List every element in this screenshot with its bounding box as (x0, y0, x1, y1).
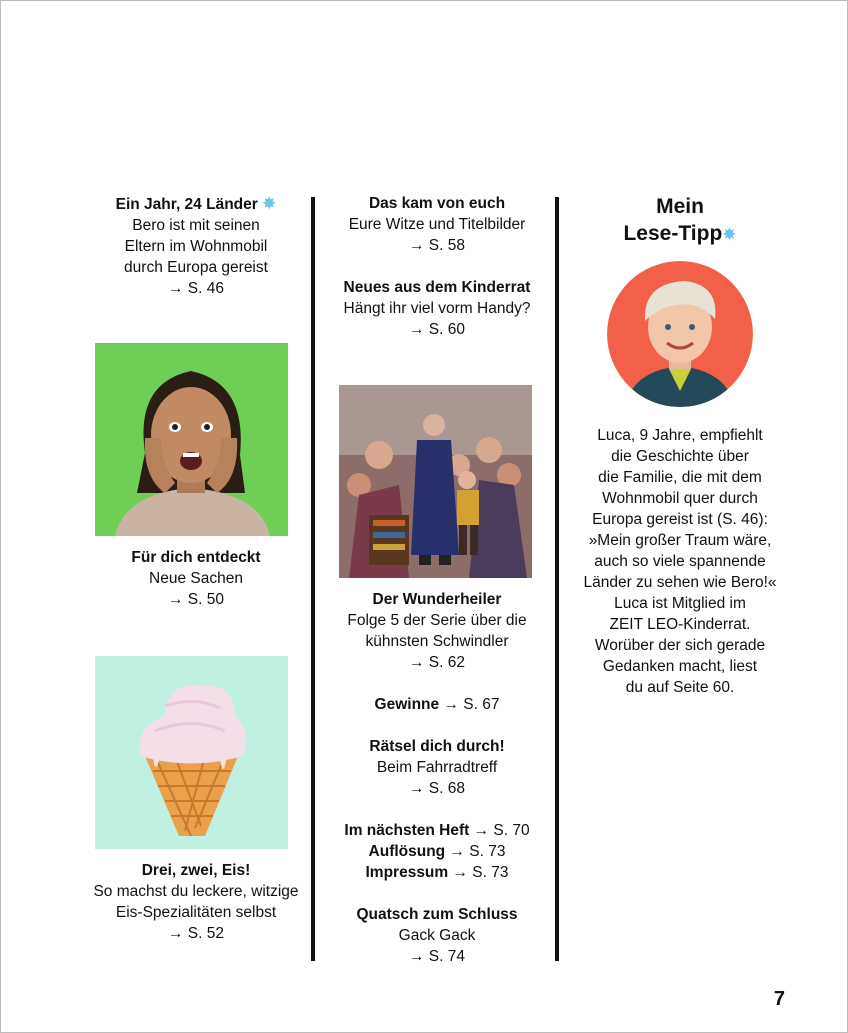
star-icon: ✸ (722, 225, 737, 244)
toc-column-1-lower (81, 547, 311, 610)
toc-entry-quatsch[interactable] (319, 904, 555, 967)
toc-entry-text: Folge 5 der Serie über die (347, 612, 527, 629)
toc-entry-text: Eis-Spezialitäten selbst (115, 904, 277, 921)
toc-entry-page: → S. 70 (473, 822, 530, 839)
toc-column-1-bottom (81, 860, 311, 944)
toc-entry-text: So machst du leckere, witzige (93, 883, 299, 900)
wunderheiler-painting (339, 385, 532, 578)
toc-entry-title: Gewinne (374, 696, 440, 713)
toc-entry-title: Ein Jahr, 24 Länder (115, 196, 258, 213)
column-divider-left (311, 197, 315, 961)
toc-entry-text: Gack Gack (398, 927, 476, 944)
toc-entry-text: Hängt ihr viel vorm Handy? (343, 300, 531, 317)
toc-entry-aufloesung[interactable] (319, 841, 555, 862)
toc-entry-title: Drei, zwei, Eis! (141, 862, 251, 879)
toc-entry-ein-jahr[interactable] (81, 193, 311, 299)
toc-entry-text: durch Europa gereist (124, 259, 268, 276)
toc-entry-text: Beim Fahrradtreff (376, 759, 498, 776)
luca-portrait (607, 261, 753, 407)
toc-entry-naechstes-heft[interactable] (319, 820, 555, 841)
toc-column-2-lower (319, 589, 555, 967)
ice-cream-photo (95, 656, 288, 849)
star-icon: ✸ (262, 194, 277, 213)
toc-entry-page: → S. 52 (168, 925, 224, 942)
toc-entry-gewinne[interactable] (319, 694, 555, 715)
toc-entry-page: → S. 50 (168, 591, 224, 608)
page-number: 7 (773, 988, 785, 1010)
toc-entry-title: Auflösung (368, 843, 446, 860)
toc-column-1 (81, 193, 311, 299)
toc-entry-title: Der Wunderheiler (372, 591, 502, 608)
toc-entry-page: → S. 60 (409, 321, 465, 338)
toc-entry-raetsel[interactable] (319, 736, 555, 799)
toc-entry-text: Eltern im Wohnmobil (124, 238, 268, 255)
toc-entry-page: → S. 67 (443, 696, 500, 713)
toc-entry-title: Quatsch zum Schluss (356, 906, 518, 923)
toc-entry-page: → S. 58 (409, 237, 465, 254)
toc-entry-page: → S. 68 (409, 780, 465, 797)
toc-entry-der-wunderheiler[interactable] (319, 589, 555, 673)
toc-entry-page: → S. 73 (449, 843, 506, 860)
toc-entry-title: Neues aus dem Kinderrat (343, 279, 531, 296)
toc-entry-page: → S. 74 (409, 948, 465, 965)
toc-entry-fuer-dich-entdeckt[interactable] (81, 547, 311, 610)
toc-entry-page: → S. 46 (168, 280, 224, 297)
toc-entry-title: Im nächsten Heft (344, 822, 470, 839)
toc-entry-text: kühnsten Schwindler (365, 633, 509, 650)
toc-entry-impressum[interactable] (319, 862, 555, 883)
toc-entry-title: Das kam von euch (368, 195, 506, 212)
toc-entry-text: Bero ist mit seinen (132, 217, 260, 234)
toc-entry-text: Eure Witze und Titelbilder (348, 216, 526, 233)
toc-entry-title: Für dich entdeckt (131, 549, 261, 566)
column-divider-right (555, 197, 559, 961)
lese-tipp-text: Luca, 9 Jahre, empfiehlt die Geschichte über die Familie, die mit dem Wohnmobil quer durch Europa gereist ist (S. 46): »Mein großer Traum wäre, auch so viele spannende Länder zu sehen wie Bero!« Luca ist Mitglied im ZEIT LEO-Kinderrat. Worüber der sich gerade Gedanken macht, liest du auf Seite 60. (583, 427, 777, 696)
lese-tipp-heading: Mein Lese-Tipp✸ (623, 195, 737, 245)
toc-entry-das-kam-von-euch[interactable] (319, 193, 555, 256)
surprised-girl-photo (95, 343, 288, 536)
toc-column-2 (319, 193, 555, 340)
toc-entry-page: → S. 73 (452, 864, 509, 881)
toc-entry-kinderrat[interactable] (319, 277, 555, 340)
toc-entry-title: Rätsel dich durch! (369, 738, 505, 755)
toc-entry-drei-zwei-eis[interactable] (81, 860, 311, 944)
toc-entry-title: Impressum (365, 864, 449, 881)
toc-entry-page: → S. 62 (409, 654, 465, 671)
toc-entry-text: Neue Sachen (149, 570, 243, 587)
